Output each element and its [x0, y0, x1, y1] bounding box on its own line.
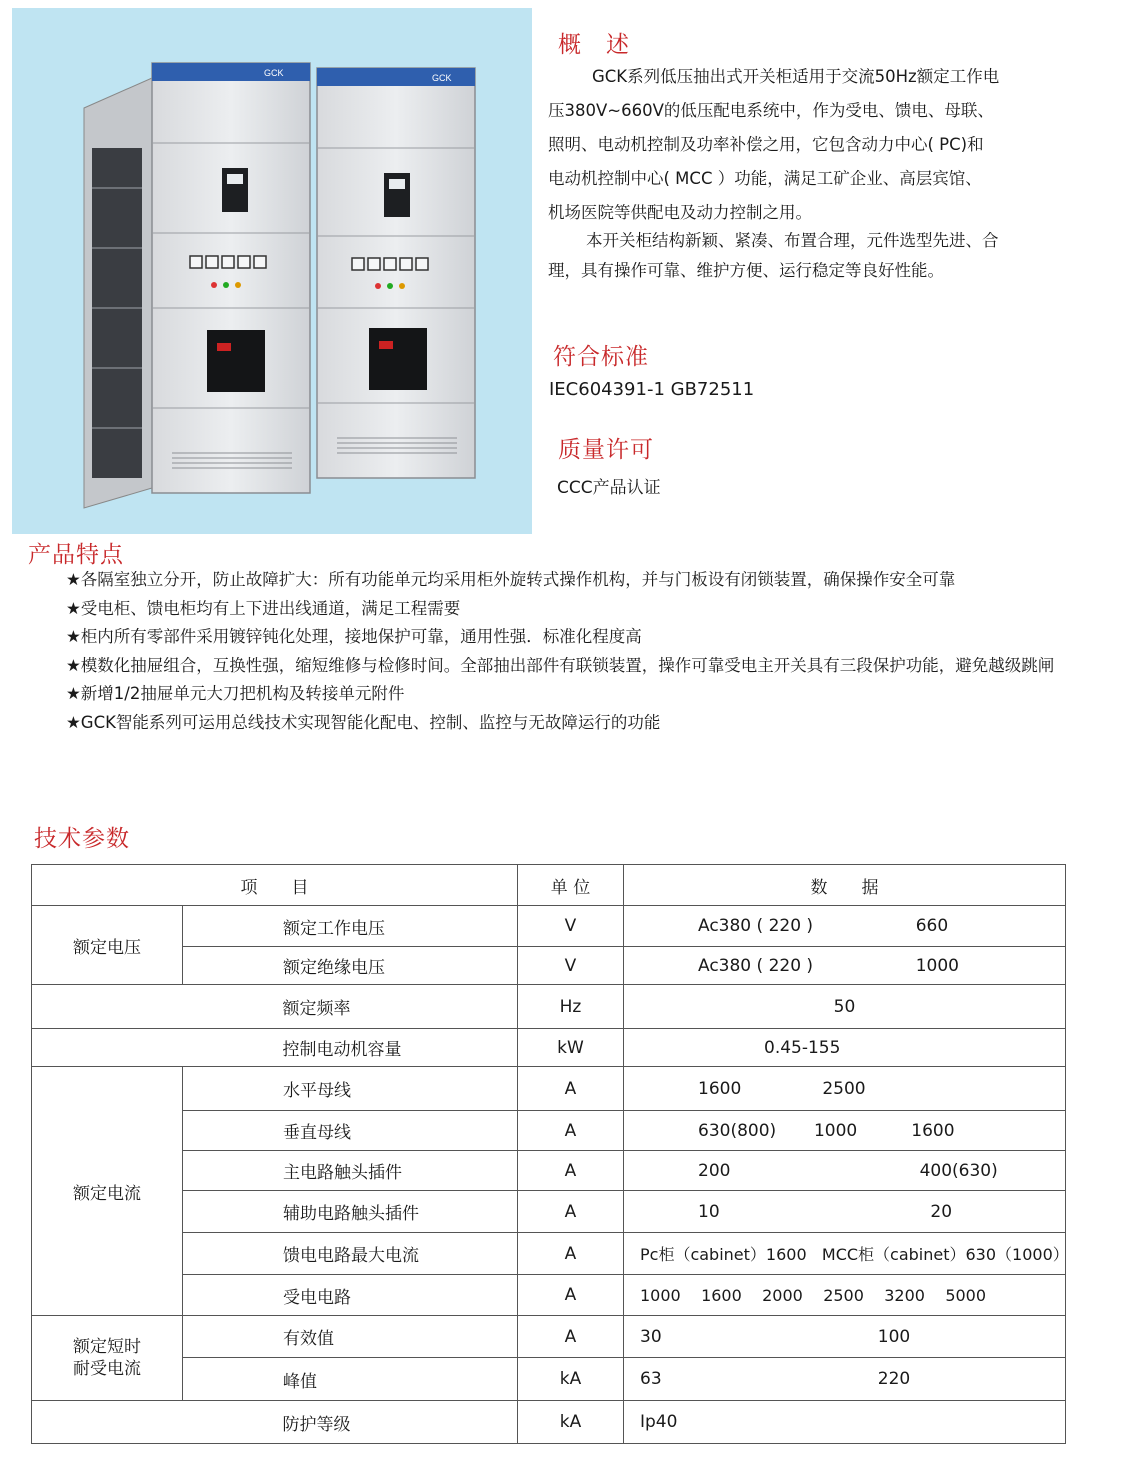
overview-heading: 概 述	[558, 32, 630, 58]
table-row	[32, 1401, 1066, 1444]
overview-line: 压380V~660V的低压配电系统中，作为受电、馈电、母联、	[548, 101, 994, 120]
row-unit: A	[518, 1316, 624, 1358]
row-unit: A	[518, 1233, 624, 1275]
row-item: 额定频率	[183, 985, 518, 1029]
row-unit: kA	[518, 1401, 624, 1444]
row-data: 630(800) 1000 1600	[624, 1111, 1066, 1151]
row-item: 控制电动机容量	[183, 1029, 518, 1067]
table-row	[32, 985, 1066, 1029]
switchgear-cabinet-illustration	[12, 8, 532, 534]
row-unit: kW	[518, 1029, 624, 1067]
row-item: 主电路触头插件	[183, 1151, 518, 1191]
overview-line: 照明、电动机控制及功率补偿之用，它包含动力中心( PC)和	[548, 135, 984, 154]
tech-params-table	[31, 864, 1069, 1444]
quality-text: CCC产品认证	[557, 478, 661, 498]
overview-line: 电动机控制中心( MCC ）功能，满足工矿企业、高层宾馆、	[548, 169, 982, 188]
table-row	[32, 1316, 1066, 1358]
overview-paragraph-2	[548, 226, 1088, 286]
row-item: 额定绝缘电压	[183, 947, 518, 985]
row-item: 辅助电路触头插件	[183, 1191, 518, 1233]
row-unit: A	[518, 1275, 624, 1316]
row-unit: Hz	[518, 985, 624, 1029]
header-item: 项 目	[32, 865, 518, 906]
row-data: 0.45-155	[624, 1029, 1066, 1067]
row-data: 50	[624, 985, 1066, 1029]
cabinet-label-left: GCK	[264, 68, 284, 78]
table-row	[32, 906, 1066, 947]
standards-text: IEC604391-1 GB72511	[549, 379, 755, 400]
row-data: 10 20	[624, 1191, 1066, 1233]
overview-paragraph-1	[548, 60, 1088, 230]
table-row	[32, 1111, 1066, 1151]
row-unit: A	[518, 1111, 624, 1151]
header-data: 数 据	[624, 865, 1066, 906]
row-data: 30 100	[624, 1316, 1066, 1358]
feature-item: ★模数化抽屉组合，互换性强，缩短维修与检修时间。全部抽出部件有联锁装置，操作可靠受电主开关具有三段保护功能，避免越级跳闸	[66, 655, 1055, 675]
row-item: 有效值	[183, 1316, 518, 1358]
table-row	[32, 1029, 1066, 1067]
row-data: 1000 1600 2000 2500 3200 5000	[624, 1275, 1066, 1316]
feature-item: ★新增1/2抽屉单元大刀把机构及转接单元附件	[66, 684, 405, 703]
features-list	[30, 566, 1075, 737]
group-current: 额定电流	[32, 1067, 183, 1316]
overview-line: 理，具有操作可靠、维护方便、运行稳定等良好性能。	[548, 261, 944, 280]
table-row	[32, 947, 1066, 985]
row-item: 垂直母线	[183, 1111, 518, 1151]
overview-line: 本开关柜结构新颖、紧凑、布置合理，元件选型先进、合	[586, 231, 999, 250]
row-data: Ac380 ( 220 ) 1000	[624, 947, 1066, 985]
row-item: 峰值	[183, 1358, 518, 1401]
product-photo	[12, 8, 532, 534]
row-data: Ac380 ( 220 ) 660	[624, 906, 1066, 947]
group-short-time-label: 额定短时 耐受电流	[73, 1337, 141, 1379]
table-row	[32, 1067, 1066, 1111]
row-data: 1600 2500	[624, 1067, 1066, 1111]
row-unit: V	[518, 906, 624, 947]
table-row	[32, 1151, 1066, 1191]
group-short-time	[32, 1316, 183, 1401]
row-data: 200 400(630)	[624, 1151, 1066, 1191]
row-item: 额定工作电压	[183, 906, 518, 947]
features-heading: 产品特点	[28, 542, 124, 568]
row-item: 防护等级	[183, 1401, 518, 1444]
feature-item: ★各隔室独立分开，防止故障扩大：所有功能单元均采用柜外旋转式操作机构，并与门板设有闭锁装置，确保操作安全可靠	[66, 570, 956, 589]
table-header-row	[32, 865, 1066, 906]
row-item: 受电电路	[183, 1275, 518, 1316]
overview-line: 机场医院等供配电及动力控制之用。	[548, 203, 812, 222]
row-item: 馈电电路最大电流	[183, 1233, 518, 1275]
quality-heading: 质量许可	[558, 437, 654, 463]
standards-heading: 符合标准	[553, 344, 649, 370]
overview-line: GCK系列低压抽出式开关柜适用于交流50Hz额定工作电	[592, 67, 1000, 86]
header-unit: 单 位	[518, 865, 624, 906]
row-unit: A	[518, 1151, 624, 1191]
tech-heading: 技术参数	[34, 826, 130, 852]
row-unit: V	[518, 947, 624, 985]
group-voltage: 额定电压	[32, 906, 183, 985]
table-row	[32, 1233, 1066, 1275]
feature-item: ★柜内所有零部件采用镀锌钝化处理，接地保护可靠，通用性强．标准化程度高	[66, 627, 642, 646]
row-unit: A	[518, 1191, 624, 1233]
row-unit: kA	[518, 1358, 624, 1401]
table-row	[32, 1191, 1066, 1233]
table-row	[32, 1275, 1066, 1316]
feature-item: ★GCK智能系列可运用总线技术实现智能化配电、控制、监控与无故障运行的功能	[66, 712, 661, 732]
row-data: 63 220	[624, 1358, 1066, 1401]
row-item: 水平母线	[183, 1067, 518, 1111]
table-row	[32, 1358, 1066, 1401]
cabinet-label-right: GCK	[432, 73, 452, 83]
feature-item: ★受电柜、馈电柜均有上下进出线通道，满足工程需要	[66, 598, 461, 618]
row-data: Ip40	[624, 1401, 1066, 1444]
row-data: Pc柜（cabinet）1600 MCC柜（cabinet）630（1000）	[624, 1233, 1066, 1275]
row-unit: A	[518, 1067, 624, 1111]
